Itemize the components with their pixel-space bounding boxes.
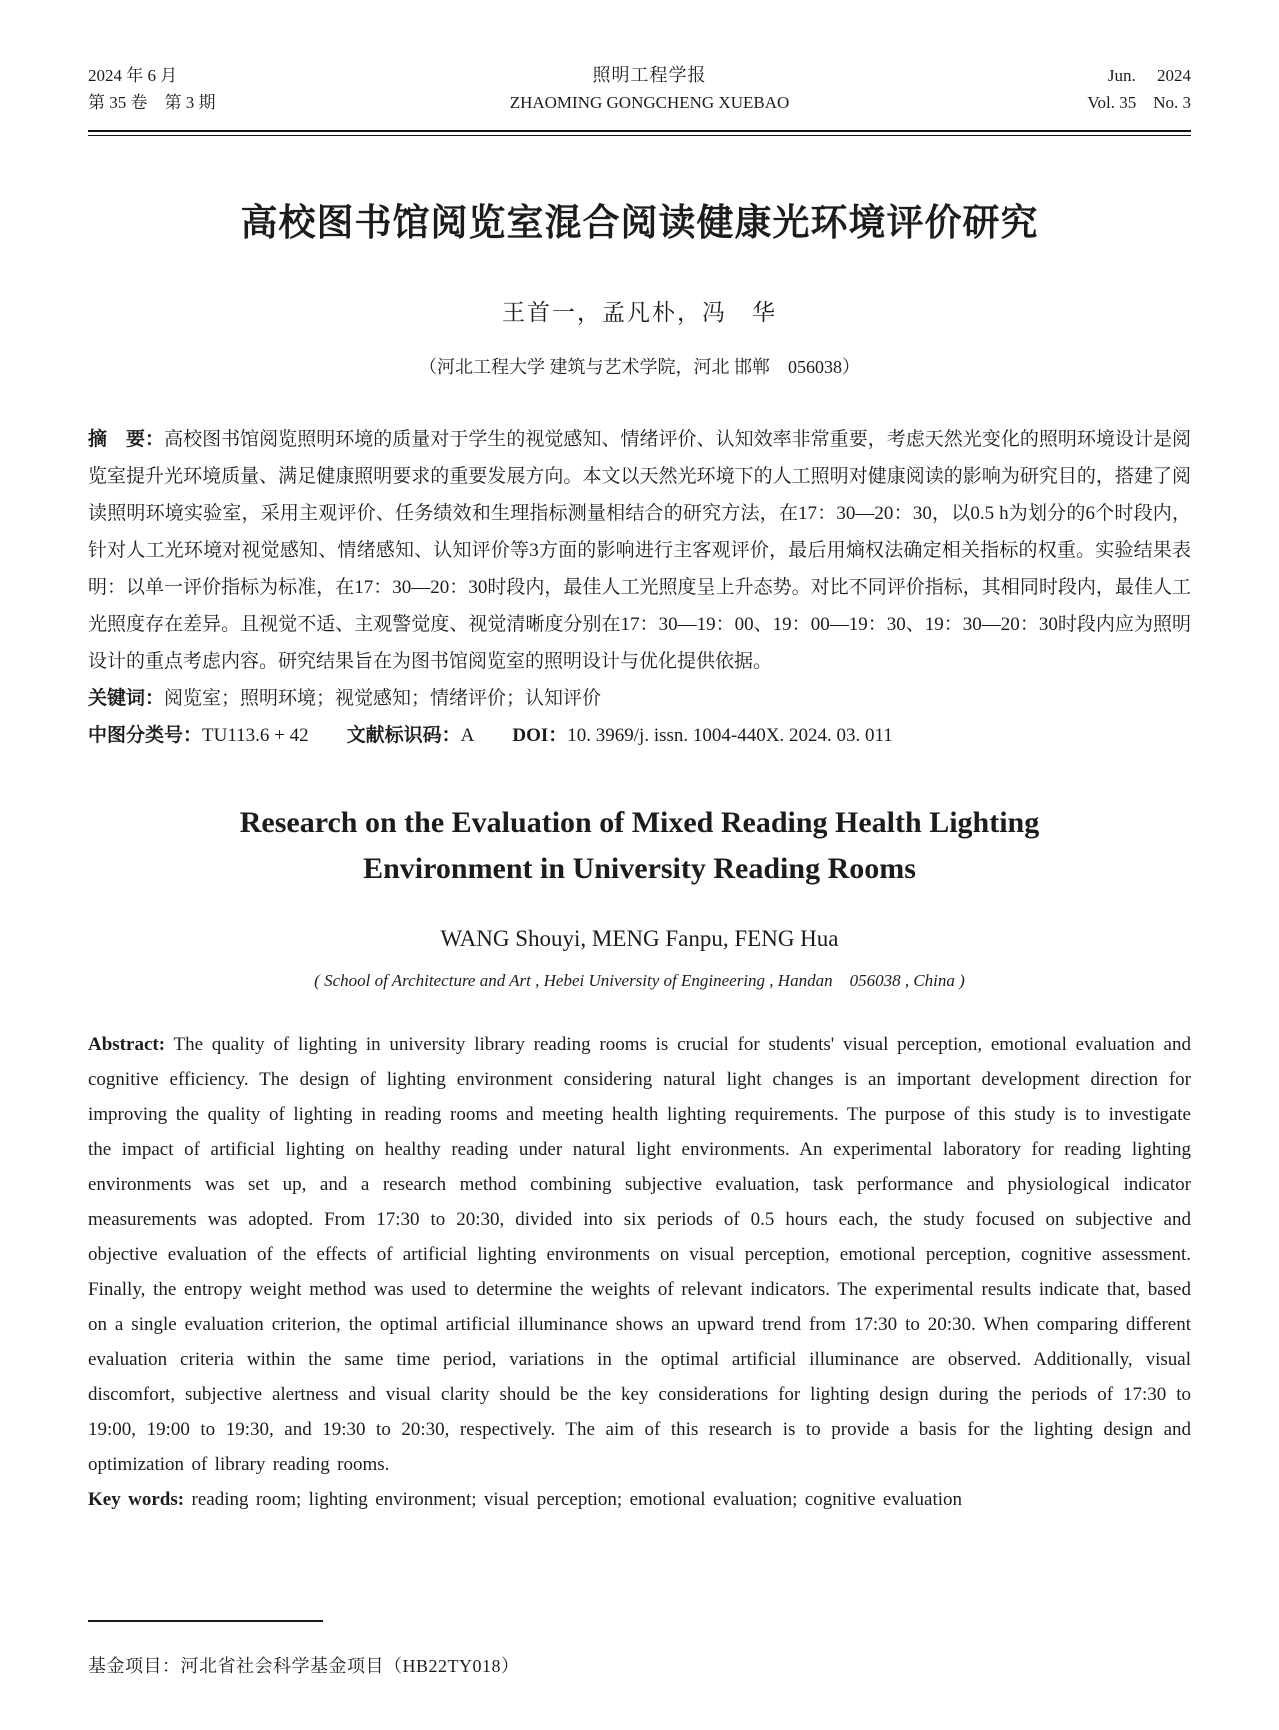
affiliation-zh: （河北工程大学 建筑与艺术学院，河北 邯郸 056038） — [419, 357, 860, 377]
doi-label: DOI： — [512, 725, 568, 746]
authors-en: WANG Shouyi, MENG Fanpu, FENG Hua — [440, 926, 839, 951]
abstract-en-label: Abstract: — [88, 1034, 166, 1055]
article-title-en — [88, 800, 1191, 892]
keywords-en-line — [88, 1482, 1191, 1517]
abstract-zh-paragraph — [88, 421, 1191, 680]
abstract-zh-text: 高校图书馆阅览照明环境的质量对于学生的视觉感知、情绪评价、认知效率非常重要，考虑天然光变化的照明环境设计是阅览室提升光环境质量、满足健康照明要求的重要发展方向。本文以天然光环境下的人工照明对健康阅读的影响为研究目的，搭建了阅读照明环境实验室，采用主观评价、任务绩效和生理指标测量相结合的研究方法，在17：30—20：30，以0.5 h为划分的6个时段内，针对人工光环境对视觉感知、情绪感知、认知评价等3方面的影响进行主客观评价，最后用熵权法确定相关指标的权重。实验结果表明：以单一评价指标为标准，在17：30—20：30时段内，最佳人工光照度呈上升态势。对比不同评价指标，其相同时段内，最佳人工光照度存在差异。且视觉不适、主观警觉度、视觉清晰度分别在17：30—19：00、19：00—19：30、19：30—20：30时段内应为照明设计的重点考虑内容。研究结果旨在为图书馆阅览室的照明设计与优化提供依据。 — [88, 429, 1191, 672]
abstract-en-paragraph — [88, 1027, 1191, 1482]
affiliation-en: ( School of Architecture and Art , Hebei University of Engineering , Handan 056038 , China ) — [314, 971, 965, 990]
article-title-zh: 高校图书馆阅览室混合阅读健康光环境评价研究 — [240, 202, 1039, 243]
header-date-zh: 2024 年 6 月 — [88, 66, 178, 85]
journal-header — [88, 62, 1191, 116]
header-issue-info-en — [1041, 62, 1191, 116]
classification-line — [88, 717, 1191, 754]
header-volume-en: Vol. 35 No. 3 — [1087, 93, 1191, 112]
journal-name-block — [258, 62, 1041, 116]
keywords-zh-text: 阅览室；照明环境；视觉感知；情绪评价；认知评价 — [164, 688, 602, 709]
authors-zh: 王首一，孟凡朴，冯 华 — [502, 300, 777, 325]
article-title-en-line1: Research on the Evaluation of Mixed Reading Health Lighting — [239, 806, 1040, 839]
keywords-en-text: reading room; lighting environment; visual perception; emotional evaluation; cognitive evaluation — [191, 1489, 963, 1510]
header-volume-zh: 第 35 卷 第 3 期 — [88, 93, 216, 112]
doi-value: 10. 3969/j. issn. 1004-440X. 2024. 03. 011 — [567, 725, 893, 746]
header-divider-rule — [88, 130, 1191, 136]
keywords-zh-label: 关键词： — [88, 688, 165, 709]
clc-value: TU113.6 + 42 — [202, 725, 309, 746]
article-title-en-line2: Environment in University Reading Rooms — [363, 852, 916, 885]
abstract-en-text: The quality of lighting in university library reading rooms is crucial for students' visual perception, emotional evaluation and cognitive efficiency. The design of lighting environment considering natural light changes is an important development direction for improving the quality of lighting in reading rooms and meeting health lighting requirements. The purpose of this study is to investigate the impact of artificial lighting on healthy reading under natural light environments. An experimental laboratory for reading lighting environments was set up, and a research method combining subjective evaluation, task performance and physiological indicator measurements was adopted. From 17:30 to 20:30, divided into six periods of 0.5 hours each, the study focused on subjective and objective evaluation of the effects of artificial lighting environments on visual perception, emotional perception, cognitive assessment. Finally, the entropy weight method was used to determine the weights of relevant indicators. The experimental results indicate that, based on a single evaluation criterion, the optimal artificial illuminance shows an upward trend from 17:30 to 20:30. When comparing different evaluation criteria within the same time period, variations in the optimal artificial illuminance are observed. Additionally, visual discomfort, subjective alertness and visual clarity should be the key considerations for lighting design during the periods of 17:30 to 19:00, 19:00 to 19:30, and 19:30 to 20:30, respectively. The aim of this research is to provide a basis for the lighting design and optimization of library reading rooms. — [88, 1034, 1191, 1475]
keywords-en-label: Key words: — [88, 1489, 185, 1510]
doc-code-value: A — [460, 725, 475, 746]
funding-note — [88, 1652, 1191, 1678]
abstract-zh-label: 摘 要： — [88, 429, 165, 450]
funding-label: 基金项目： — [88, 1656, 181, 1676]
footnote-area — [88, 1620, 1191, 1678]
journal-name-zh: 照明工程学报 — [592, 65, 707, 85]
footnote-rule — [88, 1620, 323, 1622]
journal-name-pinyin: ZHAOMING GONGCHENG XUEBAO — [509, 93, 790, 112]
keywords-zh-line — [88, 680, 1191, 717]
doc-code-label: 文献标识码： — [346, 725, 461, 746]
header-issue-info — [88, 62, 258, 116]
funding-text: 河北省社会科学基金项目（HB22TY018） — [180, 1656, 520, 1676]
clc-label: 中图分类号： — [88, 725, 203, 746]
header-date-en: Jun. 2024 — [1107, 66, 1191, 85]
